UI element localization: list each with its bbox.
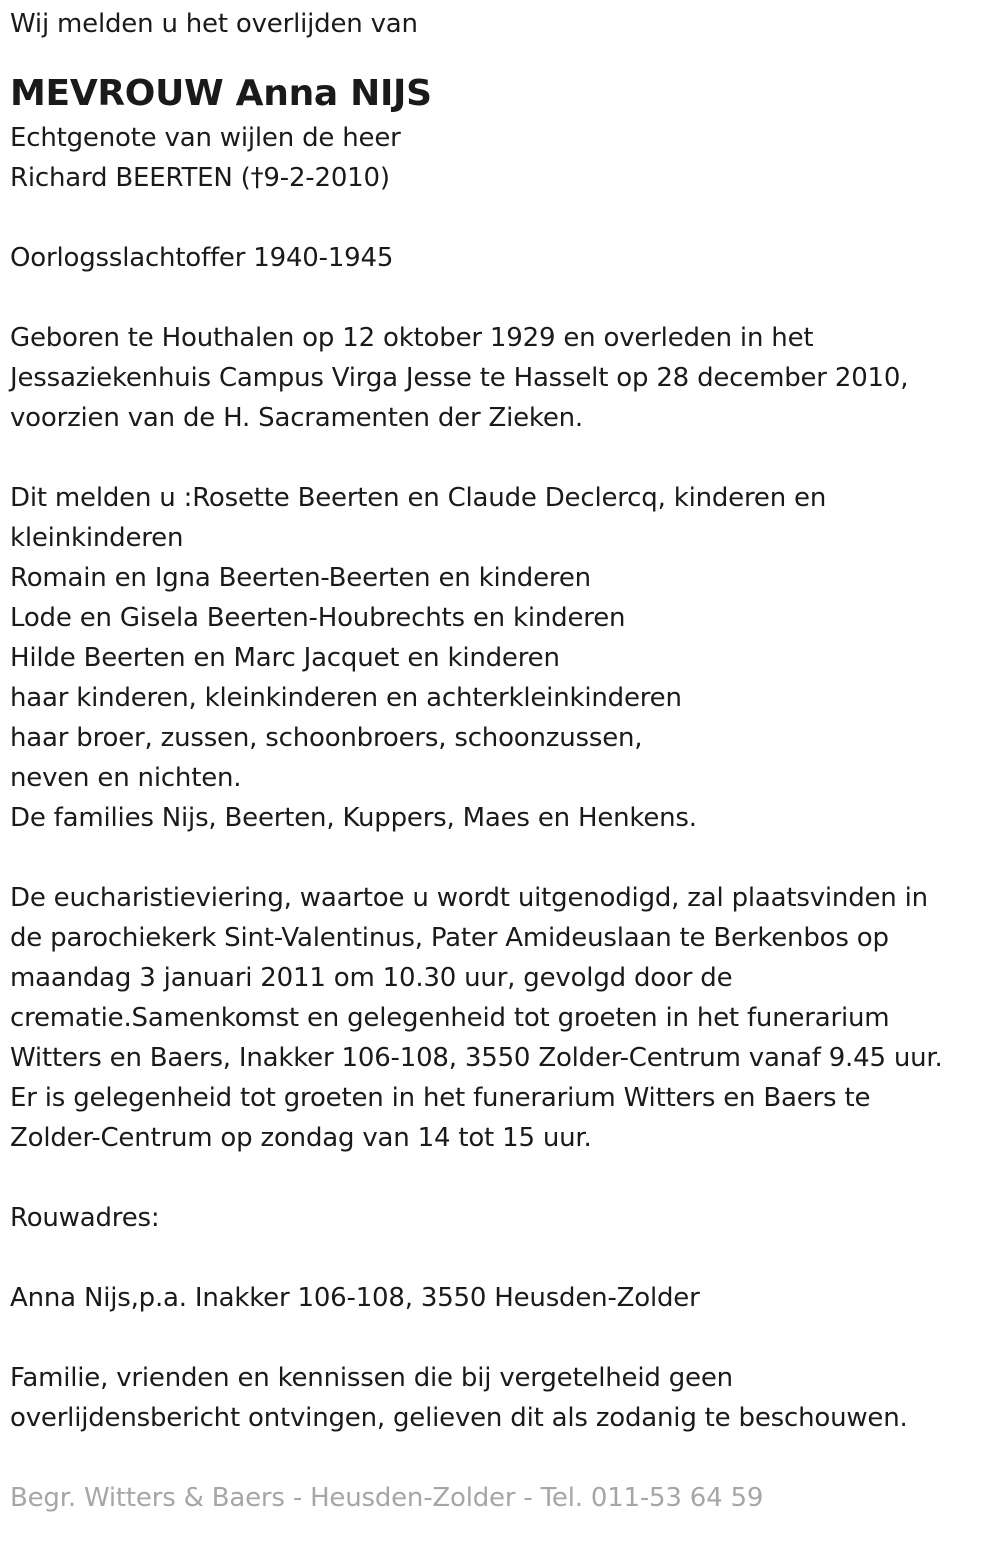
intro-line: Wij melden u het overlijden van bbox=[10, 9, 418, 39]
spacer bbox=[10, 1158, 985, 1198]
spacer bbox=[10, 44, 985, 70]
closing-line: overlijdensbericht ontvingen, gelieven dit als zodanig te beschouwen. bbox=[10, 1403, 908, 1433]
family-line: haar kinderen, kleinkinderen en achterkleinkinderen bbox=[10, 683, 682, 713]
ceremony-line: Zolder-Centrum op zondag van 14 tot 15 uur. bbox=[10, 1123, 592, 1153]
spacer bbox=[10, 438, 985, 478]
paragraph-line: voorzien van de H. Sacramenten der Zieken. bbox=[10, 403, 583, 433]
family-line: Dit melden u :Rosette Beerten en Claude Declercq, kinderen en bbox=[10, 483, 827, 513]
spacer bbox=[10, 198, 985, 238]
ceremony-line: Witters en Baers, Inakker 106-108, 3550 Zolder-Centrum vanaf 9.45 uur. bbox=[10, 1043, 943, 1073]
ceremony-line: Er is gelegenheid tot groeten in het funerarium Witters en Baers te bbox=[10, 1083, 871, 1113]
spacer bbox=[10, 1438, 985, 1478]
spacer bbox=[10, 1318, 985, 1358]
obituary-notice bbox=[10, 4, 985, 1518]
ceremony-line: De eucharistieviering, waartoe u wordt uitgenodigd, zal plaatsvinden in bbox=[10, 883, 928, 913]
paragraph-line: Jessaziekenhuis Campus Virga Jesse te Hasselt op 28 december 2010, bbox=[10, 363, 909, 393]
ceremony-line: maandag 3 januari 2011 om 10.30 uur, gevolgd door de bbox=[10, 963, 733, 993]
birth-death-paragraph bbox=[10, 318, 985, 438]
family-line: neven en nichten. bbox=[10, 763, 242, 793]
ceremony-line: crematie.Samenkomst en gelegenheid tot groeten in het funerarium bbox=[10, 1003, 890, 1033]
spacer bbox=[10, 278, 985, 318]
war-victim-line: Oorlogsslachtoffer 1940-1945 bbox=[10, 243, 394, 273]
closing-line: Familie, vrienden en kennissen die bij vergetelheid geen bbox=[10, 1363, 733, 1393]
closing-paragraph bbox=[10, 1358, 985, 1438]
spouse-line: Richard BEERTEN (†9-2-2010) bbox=[10, 163, 390, 193]
paragraph-line: Geboren te Houthalen op 12 oktober 1929 en overleden in het bbox=[10, 323, 814, 353]
family-line: Lode en Gisela Beerten-Houbrechts en kinderen bbox=[10, 603, 626, 633]
spacer bbox=[10, 838, 985, 878]
address-value: Anna Nijs,p.a. Inakker 106-108, 3550 Heusden-Zolder bbox=[10, 1283, 700, 1313]
spacer bbox=[10, 1238, 985, 1278]
funeral-home-footer: Begr. Witters & Baers - Heusden-Zolder - Tel. 011-53 64 59 bbox=[10, 1483, 764, 1513]
family-paragraph bbox=[10, 478, 985, 838]
family-line: haar broer, zussen, schoonbroers, schoonzussen, bbox=[10, 723, 643, 753]
address-label: Rouwadres: bbox=[10, 1203, 160, 1233]
ceremony-paragraph bbox=[10, 878, 985, 1158]
family-line: Romain en Igna Beerten-Beerten en kinderen bbox=[10, 563, 591, 593]
ceremony-line: de parochiekerk Sint-Valentinus, Pater Amideuslaan te Berkenbos op bbox=[10, 923, 889, 953]
deceased-name: MEVROUW Anna NIJS bbox=[10, 73, 432, 114]
family-line: De families Nijs, Beerten, Kuppers, Maes en Henkens. bbox=[10, 803, 697, 833]
family-line: Hilde Beerten en Marc Jacquet en kinderen bbox=[10, 643, 560, 673]
spouse-line: Echtgenote van wijlen de heer bbox=[10, 123, 401, 153]
family-line: kleinkinderen bbox=[10, 523, 184, 553]
